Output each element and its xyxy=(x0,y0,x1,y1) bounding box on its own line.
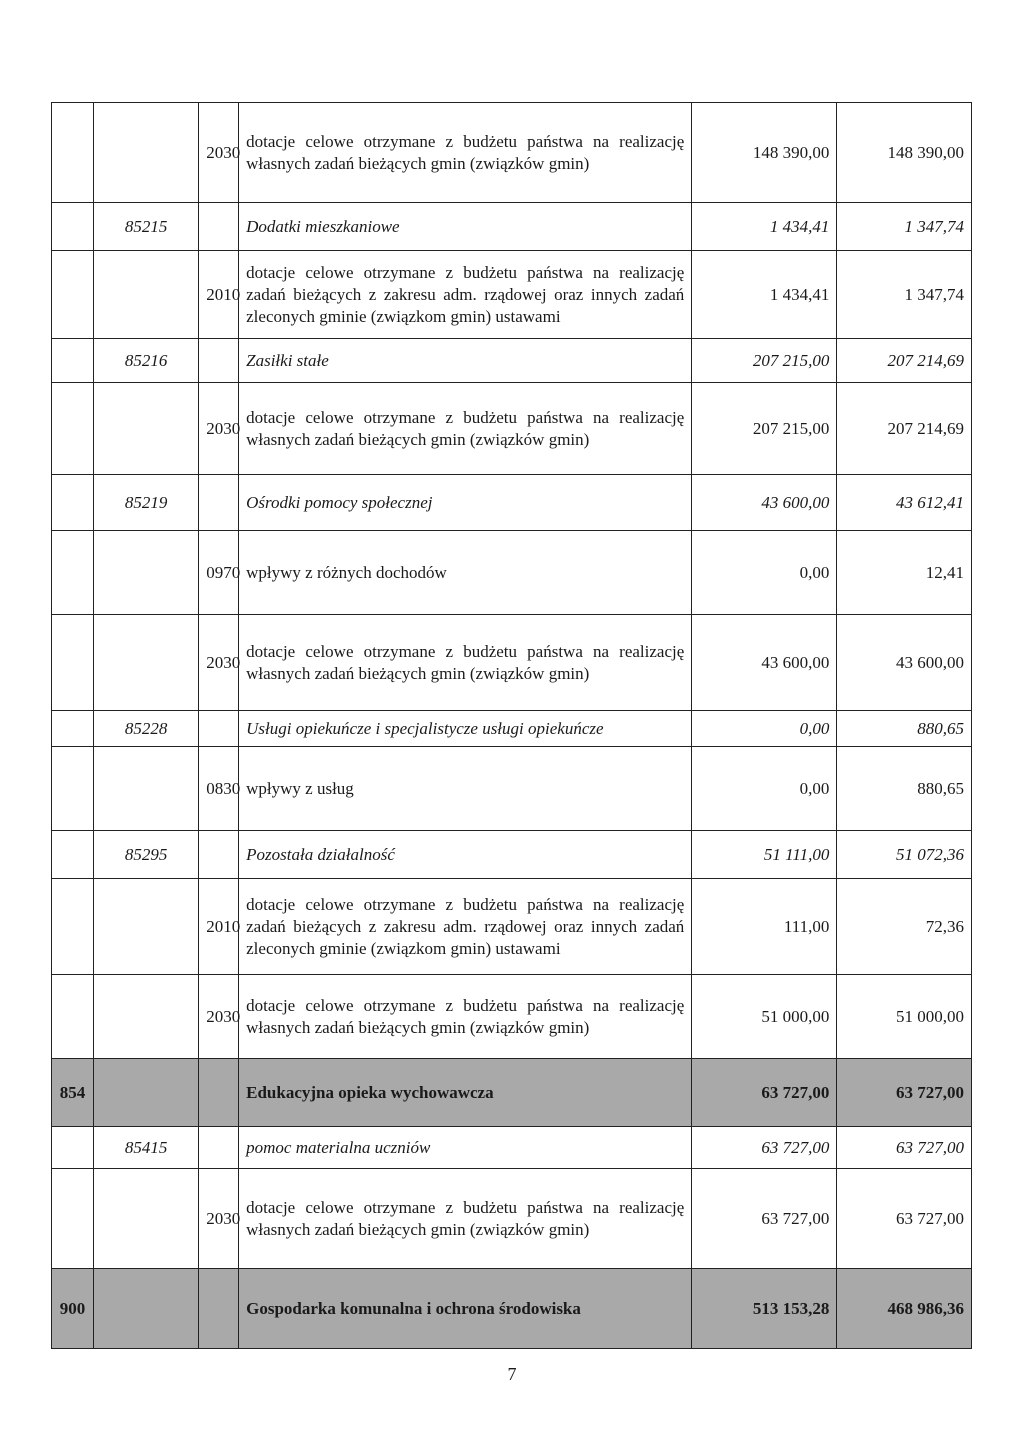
rozdzial-cell xyxy=(94,383,199,475)
plan-amount-cell: 1 434,41 xyxy=(692,251,837,339)
plan-amount-cell: 63 727,00 xyxy=(692,1059,837,1127)
dzial-cell xyxy=(52,879,94,975)
rozdzial-cell: 85215 xyxy=(94,203,199,251)
execution-amount-cell: 63 727,00 xyxy=(837,1059,972,1127)
plan-amount-cell: 51 000,00 xyxy=(692,975,837,1059)
rozdzial-cell: 85415 xyxy=(94,1127,199,1169)
description-cell: Usługi opiekuńcze i specjalistycze usługi opiekuńcze xyxy=(239,711,692,747)
execution-amount-cell: 148 390,00 xyxy=(837,103,972,203)
rozdzial-cell xyxy=(94,975,199,1059)
execution-amount-cell: 43 600,00 xyxy=(837,615,972,711)
dzial-cell xyxy=(52,711,94,747)
description-cell: Dodatki mieszkaniowe xyxy=(239,203,692,251)
paragraf-cell: 2030 xyxy=(199,383,239,475)
description-cell: Pozostała działalność xyxy=(239,831,692,879)
dzial-cell xyxy=(52,103,94,203)
paragraf-cell xyxy=(199,711,239,747)
table-body xyxy=(52,103,972,1349)
plan-amount-cell: 513 153,28 xyxy=(692,1269,837,1349)
chapter-row xyxy=(52,339,972,383)
rozdzial-cell xyxy=(94,615,199,711)
plan-amount-cell: 207 215,00 xyxy=(692,383,837,475)
rozdzial-cell xyxy=(94,879,199,975)
paragraf-cell: 2030 xyxy=(199,615,239,711)
rozdzial-cell xyxy=(94,1059,199,1127)
execution-amount-cell: 72,36 xyxy=(837,879,972,975)
execution-amount-cell: 12,41 xyxy=(837,531,972,615)
paragraph-row xyxy=(52,103,972,203)
plan-amount-cell: 207 215,00 xyxy=(692,339,837,383)
dzial-cell xyxy=(52,615,94,711)
description-cell: dotacje celowe otrzymane z budżetu państwa na realizację zadań bieżących z zakresu adm. rządowej oraz innych zadań zleconych gminie (związkom gmin) ustawami xyxy=(239,251,692,339)
execution-amount-cell: 63 727,00 xyxy=(837,1127,972,1169)
execution-amount-cell: 1 347,74 xyxy=(837,203,972,251)
dzial-cell xyxy=(52,475,94,531)
execution-amount-cell: 880,65 xyxy=(837,747,972,831)
chapter-row xyxy=(52,711,972,747)
chapter-row xyxy=(52,203,972,251)
plan-amount-cell: 0,00 xyxy=(692,711,837,747)
rozdzial-cell xyxy=(94,251,199,339)
paragraph-row xyxy=(52,879,972,975)
paragraph-row xyxy=(52,1169,972,1269)
paragraf-cell xyxy=(199,1269,239,1349)
paragraf-cell xyxy=(199,1059,239,1127)
rozdzial-cell: 85219 xyxy=(94,475,199,531)
paragraf-cell xyxy=(199,203,239,251)
plan-amount-cell: 43 600,00 xyxy=(692,615,837,711)
paragraph-row xyxy=(52,383,972,475)
section-row xyxy=(52,1269,972,1349)
paragraf-cell xyxy=(199,1127,239,1169)
description-cell: Gospodarka komunalna i ochrona środowiska xyxy=(239,1269,692,1349)
paragraf-cell: 0830 xyxy=(199,747,239,831)
description-cell: Ośrodki pomocy społecznej xyxy=(239,475,692,531)
execution-amount-cell: 207 214,69 xyxy=(837,339,972,383)
rozdzial-cell xyxy=(94,531,199,615)
paragraf-cell: 0970 xyxy=(199,531,239,615)
chapter-row xyxy=(52,831,972,879)
plan-amount-cell: 1 434,41 xyxy=(692,203,837,251)
dzial-cell xyxy=(52,747,94,831)
rozdzial-cell xyxy=(94,103,199,203)
description-cell: dotacje celowe otrzymane z budżetu państwa na realizację własnych zadań bieżących gmin (związków gmin) xyxy=(239,103,692,203)
paragraf-cell: 2030 xyxy=(199,103,239,203)
rozdzial-cell: 85228 xyxy=(94,711,199,747)
description-cell: Zasiłki stałe xyxy=(239,339,692,383)
dzial-cell xyxy=(52,251,94,339)
paragraf-cell: 2030 xyxy=(199,1169,239,1269)
rozdzial-cell: 85295 xyxy=(94,831,199,879)
paragraf-cell: 2010 xyxy=(199,879,239,975)
plan-amount-cell: 63 727,00 xyxy=(692,1127,837,1169)
rozdzial-cell xyxy=(94,1269,199,1349)
dzial-cell xyxy=(52,203,94,251)
execution-amount-cell: 207 214,69 xyxy=(837,383,972,475)
budget-table xyxy=(51,102,972,1349)
paragraf-cell: 2010 xyxy=(199,251,239,339)
rozdzial-cell: 85216 xyxy=(94,339,199,383)
chapter-row xyxy=(52,475,972,531)
page-number: 7 xyxy=(507,1364,517,1384)
dzial-cell: 854 xyxy=(52,1059,94,1127)
dzial-cell xyxy=(52,831,94,879)
dzial-cell xyxy=(52,531,94,615)
paragraph-row xyxy=(52,251,972,339)
description-cell: pomoc materialna uczniów xyxy=(239,1127,692,1169)
description-cell: dotacje celowe otrzymane z budżetu państwa na realizację własnych zadań bieżących gmin (związków gmin) xyxy=(239,975,692,1059)
plan-amount-cell: 51 111,00 xyxy=(692,831,837,879)
plan-amount-cell: 43 600,00 xyxy=(692,475,837,531)
description-cell: dotacje celowe otrzymane z budżetu państwa na realizację własnych zadań bieżących gmin (związków gmin) xyxy=(239,615,692,711)
description-cell: Edukacyjna opieka wychowawcza xyxy=(239,1059,692,1127)
execution-amount-cell: 51 000,00 xyxy=(837,975,972,1059)
execution-amount-cell: 880,65 xyxy=(837,711,972,747)
paragraph-row xyxy=(52,975,972,1059)
description-cell: dotacje celowe otrzymane z budżetu państwa na realizację zadań bieżących z zakresu adm. rządowej oraz innych zadań zleconych gminie (związkom gmin) ustawami xyxy=(239,879,692,975)
description-cell: wpływy z różnych dochodów xyxy=(239,531,692,615)
description-cell: dotacje celowe otrzymane z budżetu państwa na realizację własnych zadań bieżących gmin (związków gmin) xyxy=(239,1169,692,1269)
rozdzial-cell xyxy=(94,747,199,831)
paragraph-row xyxy=(52,747,972,831)
dzial-cell xyxy=(52,975,94,1059)
execution-amount-cell: 63 727,00 xyxy=(837,1169,972,1269)
description-cell: wpływy z usług xyxy=(239,747,692,831)
paragraph-row xyxy=(52,531,972,615)
dzial-cell xyxy=(52,339,94,383)
plan-amount-cell: 148 390,00 xyxy=(692,103,837,203)
dzial-cell: 900 xyxy=(52,1269,94,1349)
rozdzial-cell xyxy=(94,1169,199,1269)
paragraf-cell: 2030 xyxy=(199,975,239,1059)
execution-amount-cell: 51 072,36 xyxy=(837,831,972,879)
dzial-cell xyxy=(52,383,94,475)
execution-amount-cell: 468 986,36 xyxy=(837,1269,972,1349)
plan-amount-cell: 63 727,00 xyxy=(692,1169,837,1269)
paragraf-cell xyxy=(199,831,239,879)
description-cell: dotacje celowe otrzymane z budżetu państwa na realizację własnych zadań bieżących gmin (związków gmin) xyxy=(239,383,692,475)
execution-amount-cell: 1 347,74 xyxy=(837,251,972,339)
paragraf-cell xyxy=(199,339,239,383)
paragraf-cell xyxy=(199,475,239,531)
plan-amount-cell: 0,00 xyxy=(692,531,837,615)
paragraph-row xyxy=(52,615,972,711)
dzial-cell xyxy=(52,1169,94,1269)
dzial-cell xyxy=(52,1127,94,1169)
plan-amount-cell: 0,00 xyxy=(692,747,837,831)
plan-amount-cell: 111,00 xyxy=(692,879,837,975)
section-row xyxy=(52,1059,972,1127)
execution-amount-cell: 43 612,41 xyxy=(837,475,972,531)
chapter-row xyxy=(52,1127,972,1169)
